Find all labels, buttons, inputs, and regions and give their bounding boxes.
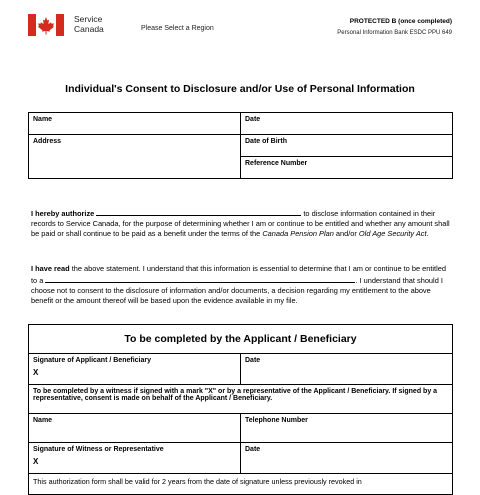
have-read-text: the above statement. I understand that this information is essential to determine that I am or continue to be entitled to a	[31, 264, 446, 285]
witness-date-label: Date	[245, 446, 261, 453]
pib-label: Personal Information Bank ESDC PPU 649	[337, 30, 452, 36]
witness-signature-label: Signature of Witness or Representative	[33, 446, 164, 453]
name-label: Name	[33, 116, 53, 123]
have-read-text-2: . I understand that should I choose not to consent to the disclosure of information and/or documents, a decision regarding my entitlement to the above benefit or the amount thereof will be based upon the evidence available in my file.	[31, 276, 443, 305]
logo-wordmark	[74, 14, 104, 34]
address-field[interactable]	[29, 135, 241, 179]
dob-label: Date of Birth	[245, 138, 287, 145]
address-label: Address	[33, 138, 62, 145]
telephone-field[interactable]	[241, 414, 453, 443]
authorization-paragraph	[31, 207, 452, 239]
applicant-signature-label: Signature of Applicant / Beneficiary	[33, 357, 151, 364]
applicant-table	[28, 324, 453, 495]
signature-x-mark: X	[33, 368, 39, 377]
validity-note: This authorization form shall be valid for 2 years from the date of signature unless previously revoked in	[29, 474, 453, 495]
date-field[interactable]	[241, 113, 453, 135]
applicant-heading: To be completed by the Applicant / Beneficiary	[29, 325, 453, 354]
personal-info-table	[28, 112, 453, 179]
cpp-text: Canada Pension Plan	[262, 229, 334, 238]
witness-date-field[interactable]	[241, 443, 453, 474]
witness-x-mark: X	[33, 457, 39, 466]
para1-end: .	[426, 229, 429, 238]
date-label: Date	[245, 116, 261, 123]
protected-label: PROTECTED B (once completed)	[349, 18, 452, 25]
service-canada-logo	[28, 14, 104, 36]
benefit-input[interactable]	[45, 274, 355, 283]
applicant-date-label: Date	[245, 357, 261, 364]
oas-text: Old Age Security Act	[358, 229, 427, 238]
dob-field[interactable]	[241, 135, 453, 157]
witness-signature-field[interactable]	[29, 443, 241, 474]
authorize-lead: I hereby authorize	[31, 209, 95, 218]
have-read-lead: I have read	[31, 264, 70, 273]
name-field[interactable]	[29, 113, 241, 135]
authorized-party-input[interactable]	[96, 207, 301, 216]
reference-number-field[interactable]	[241, 157, 453, 179]
logo-line-service: Service	[74, 14, 103, 24]
authorize-text: to disclose information contained in their records to Service Canada, for the purpose of determining whether I am or continue to be entitled and whether any amount shall be paid or shall continue to be paid as a benefit under the terms of the	[31, 209, 450, 238]
applicant-date-field[interactable]	[241, 354, 453, 385]
applicant-signature-field[interactable]	[29, 354, 241, 385]
witness-name-label: Name	[33, 417, 53, 424]
form-title: Individual's Consent to Disclosure and/or Use of Personal Information	[65, 83, 415, 95]
region-select[interactable]: Please Select a Region	[141, 25, 214, 32]
telephone-label: Telephone Number	[245, 417, 308, 424]
and-or-text: and/or	[335, 229, 357, 238]
page-header	[0, 0, 480, 60]
witness-note: To be completed by a witness if signed with a mark "X" or by a representative of the Applicant / Beneficiary. If signed by a representative, consent is made on behalf of the Applicant / Beneficiary.	[29, 385, 453, 414]
acknowledgement-paragraph	[31, 264, 452, 306]
logo-line-canada: Canada	[74, 24, 104, 34]
reference-number-label: Reference Number	[245, 160, 308, 167]
canada-flag-icon	[28, 14, 64, 36]
witness-name-field[interactable]	[29, 414, 241, 443]
